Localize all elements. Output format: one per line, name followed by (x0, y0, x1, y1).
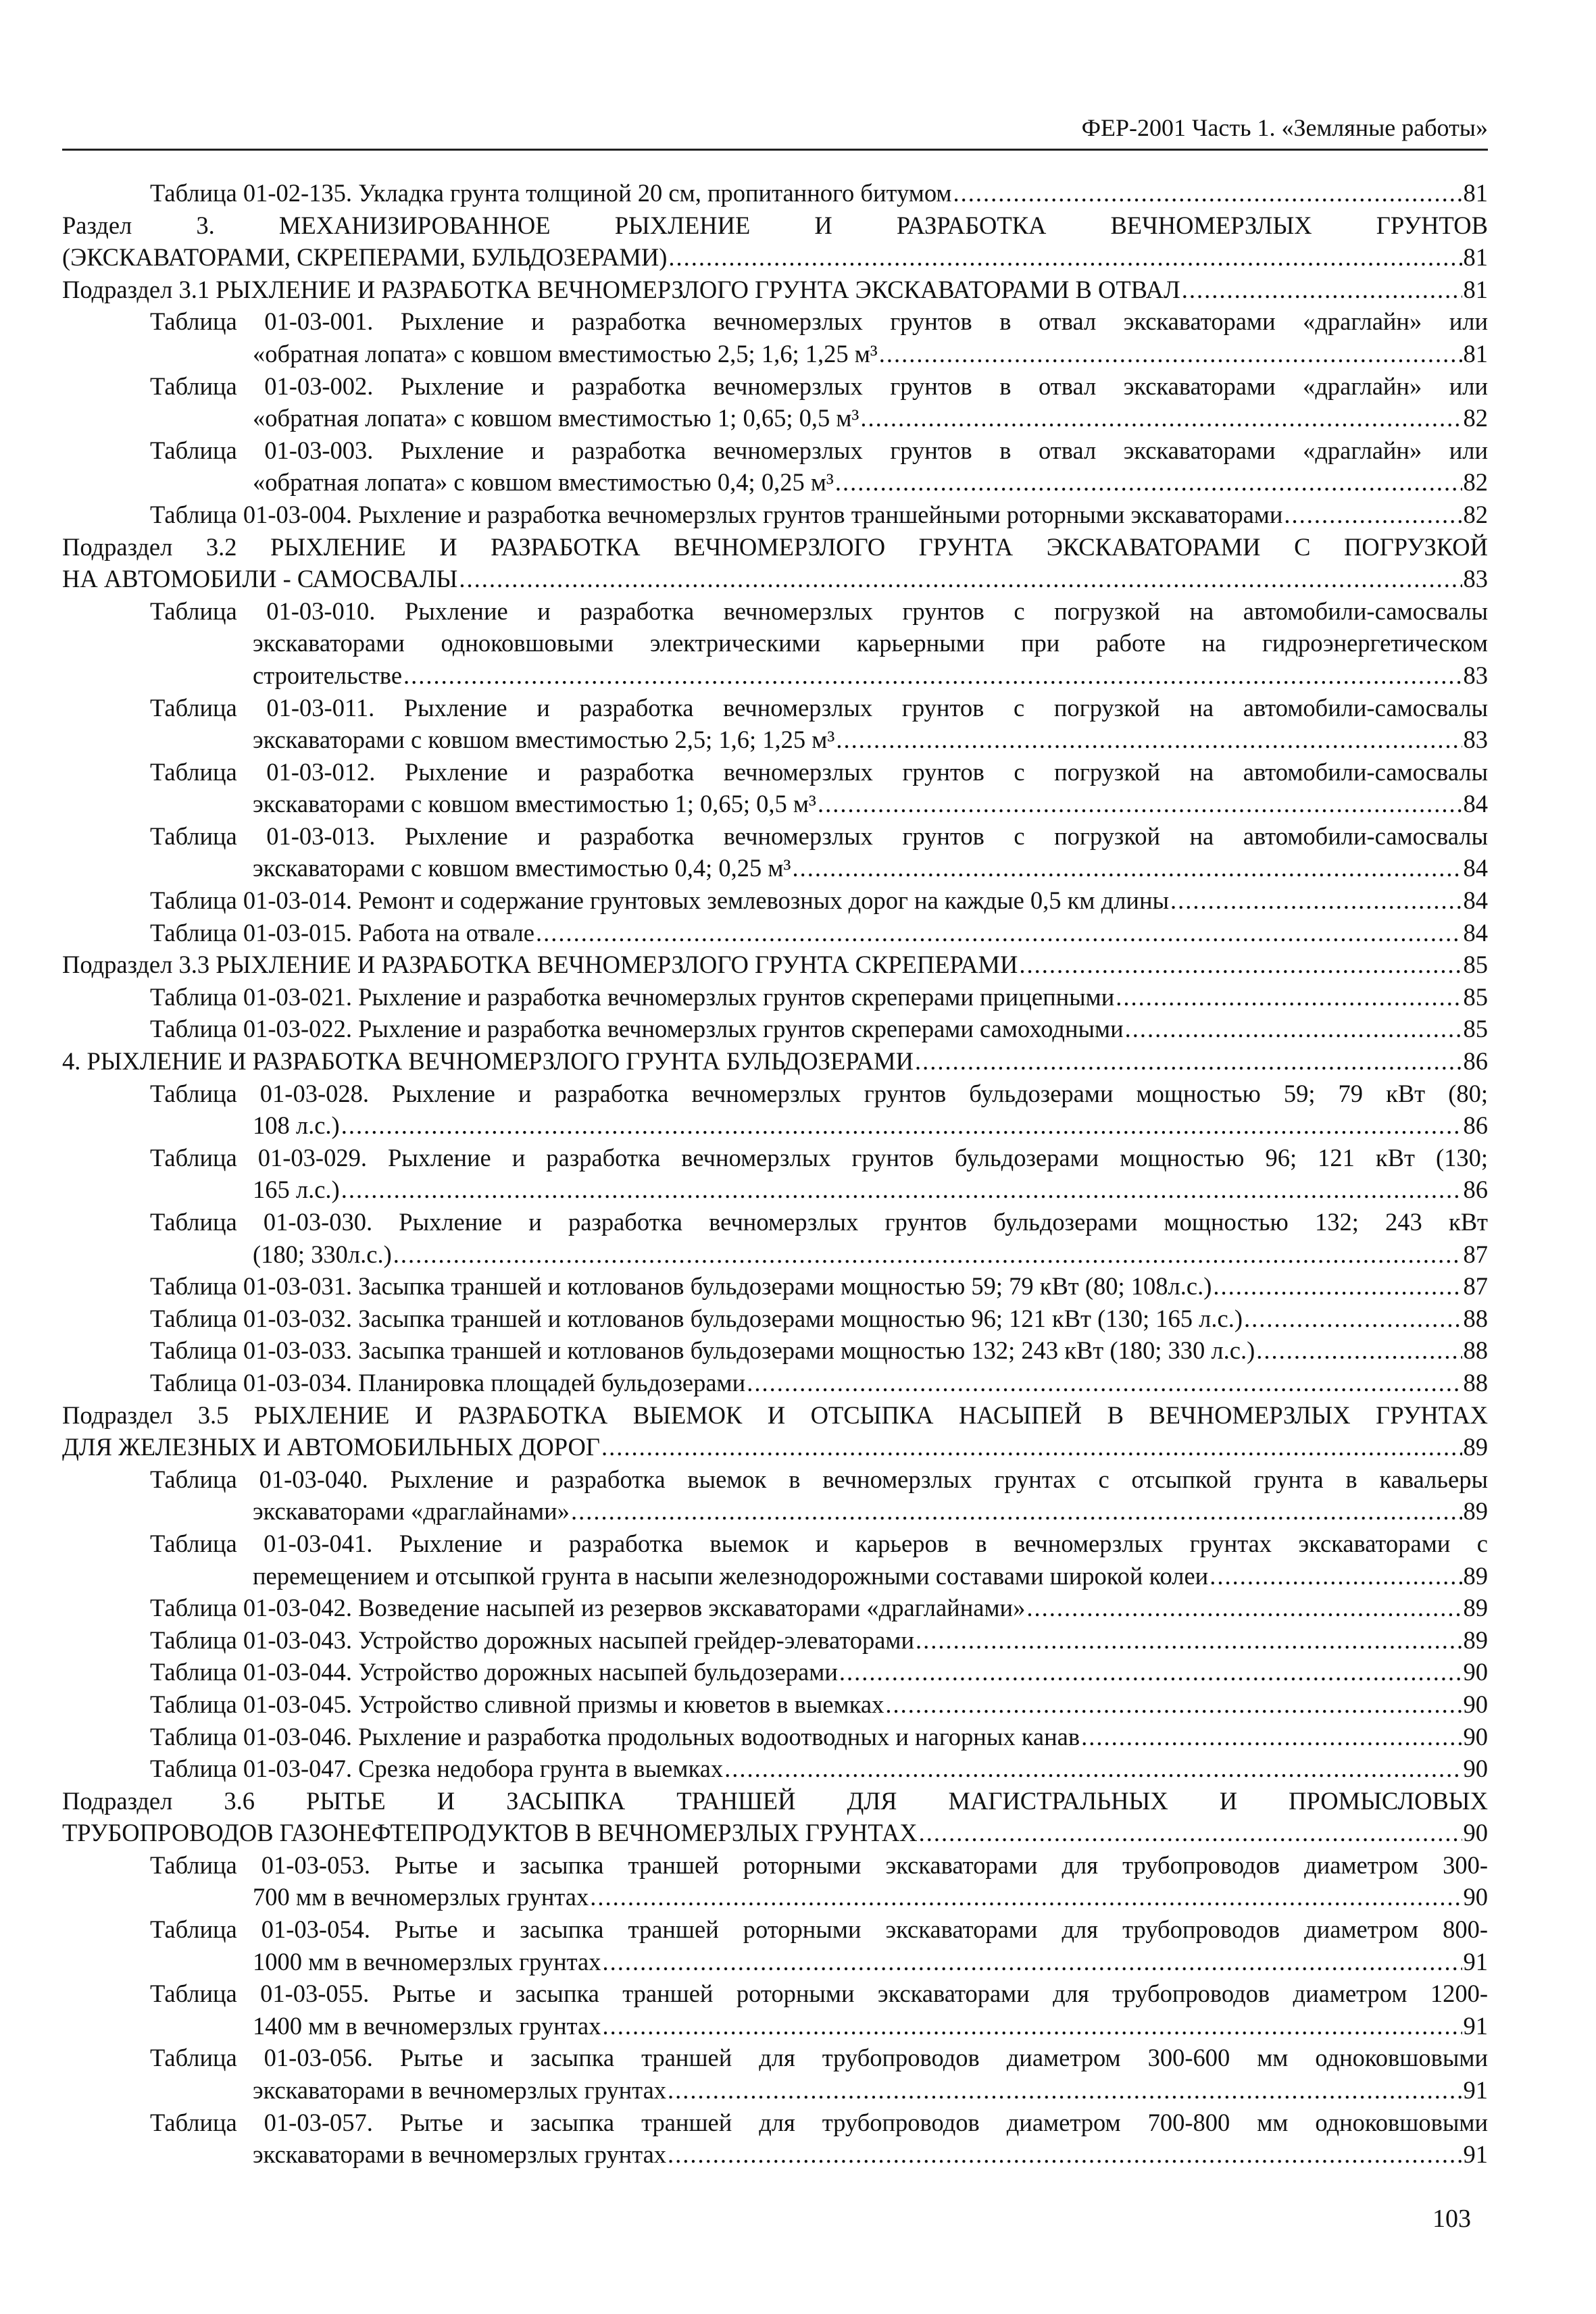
toc-entry[interactable] (62, 949, 1488, 981)
toc-entry-title: Таблица 01-03-022. Рыхление и разработка вечномерзлых грунтов скреперами самоходными (150, 1015, 1124, 1043)
toc-entry-title: экскаваторами «драглайнами» (253, 1497, 570, 1526)
toc-entry-last-line (62, 2010, 1488, 2042)
toc-entry[interactable] (62, 1206, 1488, 1270)
toc-entry-last-line (62, 241, 1488, 274)
toc-page-ref: 84 (1463, 918, 1488, 947)
toc-entry-line: Таблица 01-03-002. Рыхление и разработка вечномерзлых грунтов в отвал экскаваторами «драглайн» или (150, 372, 1488, 400)
toc-page-ref: 90 (1463, 1690, 1488, 1718)
toc-entry-last-line (62, 1624, 1488, 1657)
toc-entry[interactable] (62, 305, 1488, 370)
toc-page-ref: 81 (1463, 243, 1488, 272)
toc-entry-title: перемещением и отсыпкой грунта в насыпи железнодорожными составами широкой колеи (253, 1561, 1209, 1590)
toc-entry-title: экскаваторами в вечномерзлых грунтах (253, 2140, 667, 2169)
toc-entry-last-line (62, 1238, 1488, 1271)
toc-entry[interactable] (62, 209, 1488, 274)
table-of-contents (62, 177, 1488, 2171)
toc-entry-line: Таблица 01-03-013. Рыхление и разработка вечномерзлых грунтов с погрузкой на автомобили-самосвалы (150, 822, 1488, 850)
dot-leader (536, 917, 1462, 949)
toc-page-ref: 82 (1463, 404, 1488, 432)
dot-leader (953, 177, 1462, 209)
toc-entry-line: Таблица 01-03-011. Рыхление и разработка вечномерзлых грунтов с погрузкой на автомобили-самосвалы (150, 693, 1488, 722)
toc-entry[interactable] (62, 884, 1488, 917)
toc-page-ref: 88 (1463, 1368, 1488, 1397)
toc-entry-line: Таблица 01-03-003. Рыхление и разработка вечномерзлых грунтов в отвал экскаваторами «драглайн» или (150, 436, 1488, 464)
toc-entry-title: (ЭКСКАВАТОРАМИ, СКРЕПЕРАМИ, БУЛЬДОЗЕРАМИ) (62, 243, 668, 272)
toc-page-ref: 81 (1463, 179, 1488, 207)
toc-page-ref: 85 (1463, 1015, 1488, 1043)
toc-entry-title: Таблица 01-02-135. Укладка грунта толщиной 20 см, пропитанного битумом (150, 179, 952, 207)
toc-entry-line: экскаваторами одноковшовыми электрическими карьерными при работе на гидроэнергетическом (253, 629, 1488, 657)
dot-leader (1210, 1560, 1462, 1592)
dot-leader (668, 2138, 1462, 2171)
toc-entry-line: Таблица 01-03-055. Рытье и засыпка траншей роторными экскаваторами для трубопроводов диаметром 1200- (150, 1980, 1488, 2008)
dot-leader (916, 1624, 1462, 1657)
toc-page-ref: 86 (1463, 1111, 1488, 1140)
toc-entry-last-line (62, 949, 1488, 981)
toc-entry[interactable] (62, 1270, 1488, 1303)
toc-page-ref: 89 (1463, 1594, 1488, 1622)
toc-entry-last-line (62, 1270, 1488, 1303)
running-header: ФЕР-2001 Часть 1. «Земляные работы» (62, 107, 1488, 151)
dot-leader (1182, 274, 1462, 306)
toc-entry-last-line (62, 1013, 1488, 1045)
toc-page-ref: 90 (1463, 1755, 1488, 1783)
toc-entry-title: ДЛЯ ЖЕЛЕЗНЫХ И АВТОМОБИЛЬНЫХ ДОРОГ (62, 1433, 600, 1461)
toc-entry-last-line (62, 1688, 1488, 1721)
toc-entry-last-line (62, 2138, 1488, 2171)
toc-entry-title: экскаваторами с ковшом вместимостью 0,4; 0,25 м³ (253, 854, 791, 882)
toc-entry-line: Таблица 01-03-030. Рыхление и разработка вечномерзлых грунтов бульдозерами мощностью 132; 243 кВт (150, 1208, 1488, 1236)
dot-leader (602, 2010, 1462, 2042)
toc-entry-last-line (62, 659, 1488, 692)
toc-entry-last-line (62, 2074, 1488, 2107)
dot-leader (860, 402, 1462, 434)
toc-entry[interactable] (62, 1913, 1488, 1978)
toc-entry-line: Таблица 01-03-053. Рытье и засыпка траншей роторными экскаваторами для трубопроводов диаметром 300- (150, 1851, 1488, 1879)
toc-entry-title: экскаваторами в вечномерзлых грунтах (253, 2076, 667, 2105)
dot-leader (1116, 981, 1462, 1013)
toc-entry-last-line (62, 1495, 1488, 1528)
dot-leader (403, 659, 1462, 692)
dot-leader (1081, 1721, 1462, 1753)
toc-page-ref: 90 (1463, 1658, 1488, 1686)
dot-leader (1170, 884, 1462, 917)
toc-entry[interactable] (62, 981, 1488, 1013)
toc-entry[interactable] (62, 1721, 1488, 1753)
dot-leader (668, 2074, 1462, 2107)
toc-entry-title: «обратная лопата» с ковшом вместимостью 2,5; 1,6; 1,25 м³ (253, 339, 878, 368)
toc-entry-last-line (62, 274, 1488, 306)
toc-entry-title: экскаваторами с ковшом вместимостью 2,5; 1,6; 1,25 м³ (253, 726, 835, 754)
toc-entry-last-line (62, 1174, 1488, 1206)
toc-entry[interactable] (62, 692, 1488, 756)
toc-page-ref: 91 (1463, 2140, 1488, 2169)
toc-entry-line: Таблица 01-03-041. Рыхление и разработка выемок и карьеров в вечномерзлых грунтах экскаваторами с (150, 1529, 1488, 1557)
toc-entry-last-line (62, 1560, 1488, 1592)
toc-entry[interactable] (62, 1334, 1488, 1367)
dot-leader (341, 1174, 1462, 1206)
toc-entry-title: Таблица 01-03-021. Рыхление и разработка вечномерзлых грунтов скреперами прицепными (150, 982, 1115, 1011)
toc-entry[interactable] (62, 595, 1488, 692)
toc-entry-line: Таблица 01-03-029. Рыхление и разработка вечномерзлых грунтов бульдозерами мощностью 96; 121 кВт (130; (150, 1143, 1488, 1172)
toc-entry[interactable] (62, 1045, 1488, 1078)
toc-entry-title: Подраздел 3.1 РЫХЛЕНИЕ И РАЗРАБОТКА ВЕЧНОМЕРЗЛОГО ГРУНТА ЭКСКАВАТОРАМИ В ОТВАЛ (62, 275, 1180, 303)
toc-entry-title: 1000 мм в вечномерзлых грунтах (253, 1947, 601, 1976)
toc-entry-line: Таблица 01-03-012. Рыхление и разработка вечномерзлых грунтов с погрузкой на автомобили-самосвалы (150, 757, 1488, 786)
toc-entry-last-line (62, 884, 1488, 917)
toc-page-ref: 90 (1463, 1819, 1488, 1847)
toc-entry-line: Таблица 01-03-001. Рыхление и разработка вечномерзлых грунтов в отвал экскаваторами «драглайн» или (150, 307, 1488, 336)
toc-page-ref: 89 (1463, 1626, 1488, 1654)
toc-entry-title: Подраздел 3.3 РЫХЛЕНИЕ И РАЗРАБОТКА ВЕЧНОМЕРЗЛОГО ГРУНТА СКРЕПЕРАМИ (62, 951, 1018, 979)
toc-entry-last-line (62, 1592, 1488, 1624)
dot-leader (1284, 499, 1462, 531)
toc-entry-title: Таблица 01-03-031. Засыпка траншей и котлованов бульдозерами мощностью 59; 79 кВт (80; 108л.с.) (150, 1272, 1212, 1301)
toc-entry[interactable] (62, 274, 1488, 306)
toc-entry[interactable] (62, 820, 1488, 884)
toc-entry[interactable] (62, 1688, 1488, 1721)
toc-entry-title: Таблица 01-03-032. Засыпка траншей и котлованов бульдозерами мощностью 96; 121 кВт (130; 165 л.с.) (150, 1304, 1243, 1332)
toc-entry-line: Таблица 01-03-040. Рыхление и разработка выемок в вечномерзлых грунтах с отсыпкой грунта в кавальеры (150, 1465, 1488, 1493)
dot-leader (601, 1431, 1462, 1463)
dot-leader (818, 788, 1462, 820)
toc-entry-last-line (62, 1656, 1488, 1688)
dot-leader (602, 1946, 1462, 1978)
toc-entry-title: Таблица 01-03-043. Устройство дорожных насыпей грейдер-элеваторами (150, 1626, 915, 1654)
toc-entry-title: НА АВТОМОБИЛИ - САМОСВАЛЫ (62, 565, 458, 593)
toc-entry-title: строительстве (253, 661, 403, 689)
toc-entry[interactable] (62, 1592, 1488, 1624)
toc-entry-title: Таблица 01-03-047. Срезка недобора грунта в выемках (150, 1755, 724, 1783)
toc-entry-last-line (62, 917, 1488, 949)
toc-entry[interactable] (62, 531, 1488, 595)
toc-page-ref: 81 (1463, 275, 1488, 303)
toc-entry-line: Таблица 01-03-054. Рытье и засыпка траншей роторными экскаваторами для трубопроводов диаметром 800- (150, 1915, 1488, 1944)
toc-entry-title: 108 л.с.) (253, 1111, 340, 1140)
toc-page-ref: 89 (1463, 1497, 1488, 1526)
toc-entry-last-line (62, 1431, 1488, 1463)
toc-entry-title: (180; 330л.с.) (253, 1240, 392, 1268)
toc-entry[interactable] (62, 434, 1488, 499)
toc-entry-line: Таблица 01-03-056. Рытье и засыпка траншей для трубопроводов диаметром 300-600 мм одноковшовыми (150, 2044, 1488, 2072)
toc-entry-last-line (62, 466, 1488, 499)
dot-leader (459, 563, 1462, 595)
dot-leader (839, 1656, 1462, 1688)
toc-page-ref: 85 (1463, 982, 1488, 1011)
dot-leader (835, 466, 1462, 499)
toc-entry-last-line (62, 1721, 1488, 1753)
toc-entry[interactable] (62, 1367, 1488, 1399)
dot-leader (393, 1238, 1462, 1271)
toc-entry[interactable] (62, 1142, 1488, 1206)
page-number: 103 (1432, 2205, 1471, 2233)
toc-entry[interactable] (62, 1624, 1488, 1657)
toc-entry-title: Таблица 01-03-046. Рыхление и разработка продольных водоотводных и нагорных канав (150, 1722, 1080, 1751)
toc-entry-title: 165 л.с.) (253, 1176, 340, 1204)
toc-entry-title: Таблица 01-03-014. Ремонт и содержание грунтовых землевозных дорог на каждые 0,5 км длины (150, 886, 1169, 915)
toc-entry-last-line (62, 1045, 1488, 1078)
toc-page-ref: 89 (1463, 1561, 1488, 1590)
dot-leader (571, 1495, 1462, 1528)
toc-page-ref: 87 (1463, 1272, 1488, 1301)
toc-entry[interactable] (62, 1303, 1488, 1335)
dot-leader (879, 338, 1462, 370)
dot-leader (341, 1109, 1462, 1142)
toc-entry-last-line (62, 338, 1488, 370)
toc-entry-last-line (62, 981, 1488, 1013)
toc-entry[interactable] (62, 1528, 1488, 1592)
toc-entry-line: Таблица 01-03-010. Рыхление и разработка вечномерзлых грунтов с погрузкой на автомобили-самосвалы (150, 597, 1488, 625)
toc-entry[interactable] (62, 1078, 1488, 1142)
dot-leader (590, 1881, 1462, 1913)
toc-page-ref: 90 (1463, 1883, 1488, 1911)
toc-entry[interactable] (62, 1399, 1488, 1463)
toc-page-ref: 91 (1463, 1947, 1488, 1976)
toc-entry-title: Таблица 01-03-033. Засыпка траншей и котлованов бульдозерами мощностью 132; 243 кВт (180; 330 л.с.) (150, 1336, 1255, 1365)
toc-page-ref: 84 (1463, 854, 1488, 882)
toc-entry-title: Таблица 01-03-004. Рыхление и разработка вечномерзлых грунтов траншейными роторными экскаваторами (150, 500, 1283, 528)
toc-entry-last-line (62, 852, 1488, 884)
toc-entry[interactable] (62, 499, 1488, 531)
toc-entry-title: Таблица 01-03-045. Устройство сливной призмы и кюветов в выемках (150, 1690, 884, 1718)
toc-entry-title: экскаваторами с ковшом вместимостью 1; 0,65; 0,5 м³ (253, 790, 816, 818)
toc-entry[interactable] (62, 917, 1488, 949)
toc-page-ref: 91 (1463, 2011, 1488, 2040)
toc-entry-line: Подраздел 3.2 РЫХЛЕНИЕ И РАЗРАБОТКА ВЕЧНОМЕРЗЛОГО ГРУНТА ЭКСКАВАТОРАМИ С ПОГРУЗКОЙ (62, 532, 1488, 561)
toc-page-ref: 82 (1463, 500, 1488, 528)
toc-entry[interactable] (62, 1463, 1488, 1528)
toc-page-ref: 82 (1463, 468, 1488, 497)
toc-entry[interactable] (62, 1753, 1488, 1785)
toc-entry-last-line (62, 1946, 1488, 1978)
toc-entry-title: 4. РЫХЛЕНИЕ И РАЗРАБОТКА ВЕЧНОМЕРЗЛОГО ГРУНТА БУЛЬДОЗЕРАМИ (62, 1047, 914, 1076)
toc-entry[interactable] (62, 370, 1488, 434)
toc-page-ref: 81 (1463, 339, 1488, 368)
toc-page-ref: 86 (1463, 1176, 1488, 1204)
toc-entry[interactable] (62, 1978, 1488, 2042)
toc-entry[interactable] (62, 1785, 1488, 1849)
toc-entry[interactable] (62, 1656, 1488, 1688)
toc-entry-title: «обратная лопата» с ковшом вместимостью 0,4; 0,25 м³ (253, 468, 834, 497)
toc-entry-title: Таблица 01-03-015. Работа на отвале (150, 918, 534, 947)
toc-entry-line: Подраздел 3.6 РЫТЬЕ И ЗАСЫПКА ТРАНШЕЙ ДЛЯ МАГИСТРАЛЬНЫХ И ПРОМЫСЛОВЫХ (62, 1786, 1488, 1815)
dot-leader (1125, 1013, 1462, 1045)
toc-entry-title: Таблица 01-03-044. Устройство дорожных насыпей бульдозерами (150, 1658, 838, 1686)
dot-leader (1244, 1303, 1462, 1335)
dot-leader (747, 1367, 1462, 1399)
toc-entry-last-line (62, 724, 1488, 756)
toc-entry-line: Таблица 01-03-057. Рытье и засыпка траншей для трубопроводов диаметром 700-800 мм одноковшовыми (150, 2108, 1488, 2136)
dot-leader (1019, 949, 1462, 981)
toc-entry-title: Таблица 01-03-034. Планировка площадей бульдозерами (150, 1368, 746, 1397)
toc-entry[interactable] (62, 2107, 1488, 2171)
dot-leader (885, 1688, 1462, 1721)
dot-leader (915, 1045, 1462, 1078)
toc-page-ref: 89 (1463, 1433, 1488, 1461)
toc-entry-last-line (62, 402, 1488, 434)
toc-entry-line: Таблица 01-03-028. Рыхление и разработка вечномерзлых грунтов бульдозерами мощностью 59; 79 кВт (80; (150, 1079, 1488, 1107)
toc-entry-title: 1400 мм в вечномерзлых грунтах (253, 2011, 601, 2040)
toc-entry[interactable] (62, 2042, 1488, 2106)
toc-entry-last-line (62, 1881, 1488, 1913)
toc-entry-title: 700 мм в вечномерзлых грунтах (253, 1883, 589, 1911)
dot-leader (724, 1753, 1462, 1785)
toc-entry-line: Раздел 3. МЕХАНИЗИРОВАННОЕ РЫХЛЕНИЕ И РАЗРАБОТКА ВЕЧНОМЕРЗЛЫХ ГРУНТОВ (62, 211, 1488, 239)
toc-entry[interactable] (62, 756, 1488, 820)
toc-entry-line: Подраздел 3.5 РЫХЛЕНИЕ И РАЗРАБОТКА ВЫЕМОК И ОТСЫПКА НАСЫПЕЙ В ВЕЧНОМЕРЗЛЫХ ГРУНТАХ (62, 1401, 1488, 1429)
toc-entry-last-line (62, 1753, 1488, 1785)
toc-entry-last-line (62, 177, 1488, 209)
toc-page-ref: 84 (1463, 886, 1488, 915)
dot-leader (1026, 1592, 1462, 1624)
toc-entry[interactable] (62, 1013, 1488, 1045)
toc-page-ref: 83 (1463, 726, 1488, 754)
toc-page-ref: 83 (1463, 661, 1488, 689)
toc-entry-last-line (62, 1817, 1488, 1849)
toc-page-ref: 88 (1463, 1336, 1488, 1365)
toc-page-ref: 87 (1463, 1240, 1488, 1268)
toc-entry-last-line (62, 1303, 1488, 1335)
toc-entry-last-line (62, 788, 1488, 820)
toc-page-ref: 83 (1463, 565, 1488, 593)
dot-leader (1213, 1270, 1462, 1303)
dot-leader (668, 241, 1462, 274)
toc-entry-title: ТРУБОПРОВОДОВ ГАЗОНЕФТЕПРОДУКТОВ В ВЕЧНОМЕРЗЛЫХ ГРУНТАХ (62, 1819, 918, 1847)
toc-entry-title: «обратная лопата» с ковшом вместимостью 1; 0,65; 0,5 м³ (253, 404, 859, 432)
toc-page-ref: 85 (1463, 951, 1488, 979)
toc-entry-last-line (62, 1367, 1488, 1399)
toc-entry-last-line (62, 1334, 1488, 1367)
toc-page-ref: 88 (1463, 1304, 1488, 1332)
toc-entry-last-line (62, 1109, 1488, 1142)
toc-entry-title: Таблица 01-03-042. Возведение насыпей из резервов экскаваторами «драглайнами» (150, 1594, 1026, 1622)
dot-leader (919, 1817, 1462, 1849)
toc-entry-last-line (62, 563, 1488, 595)
dot-leader (792, 852, 1462, 884)
toc-entry-last-line (62, 499, 1488, 531)
dot-leader (836, 724, 1462, 756)
toc-entry[interactable] (62, 1849, 1488, 1913)
toc-page-ref: 86 (1463, 1047, 1488, 1076)
dot-leader (1256, 1334, 1462, 1367)
toc-page-ref: 90 (1463, 1722, 1488, 1751)
toc-entry[interactable] (62, 177, 1488, 209)
toc-page-ref: 91 (1463, 2076, 1488, 2105)
toc-page-ref: 84 (1463, 790, 1488, 818)
